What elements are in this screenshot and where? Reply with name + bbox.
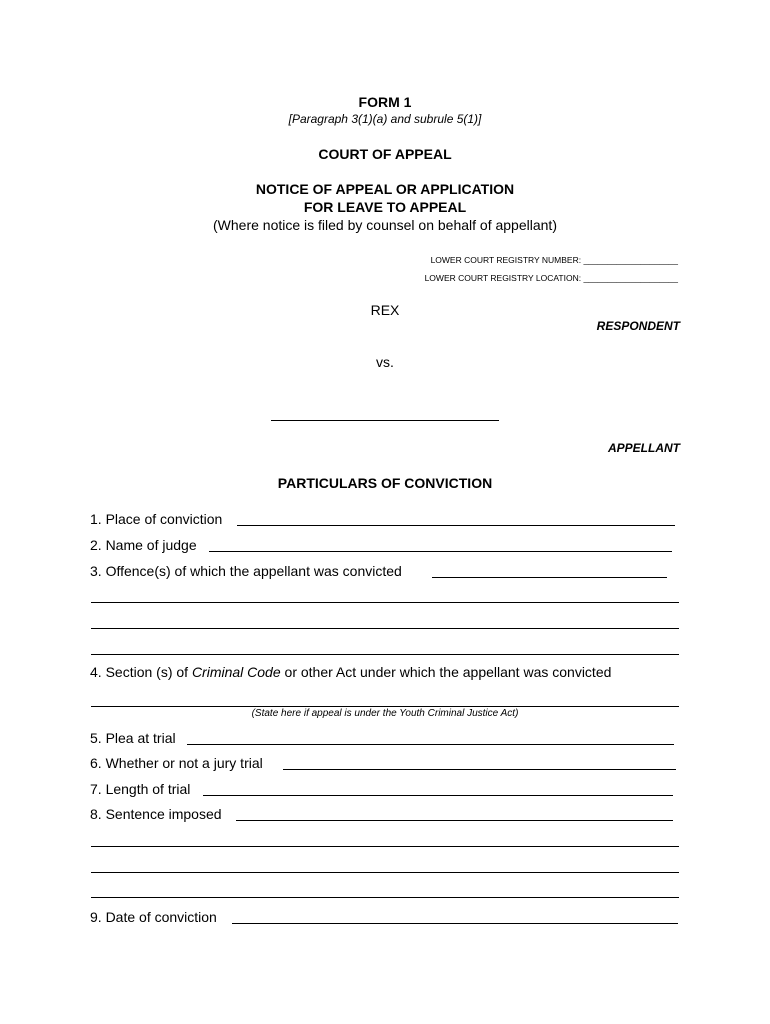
- sections-label-suffix: or other Act under which the appellant was convicted: [280, 664, 612, 680]
- sections-field[interactable]: [91, 706, 679, 707]
- offences-field-line2[interactable]: [91, 602, 679, 603]
- plea-at-trial-field[interactable]: [187, 744, 674, 745]
- court-name: COURT OF APPEAL: [318, 146, 452, 162]
- length-of-trial-field[interactable]: [203, 795, 673, 796]
- registry-number-row: [431, 255, 678, 265]
- date-of-conviction-field[interactable]: [232, 923, 678, 924]
- respondent-name: REX: [370, 302, 400, 318]
- registry-number-label: LOWER COURT REGISTRY NUMBER:: [430, 255, 582, 265]
- registry-location-field[interactable]: ____________________: [583, 273, 678, 283]
- appellant-role: APPELLANT: [608, 441, 680, 455]
- notice-title-line2: FOR LEAVE TO APPEAL: [303, 199, 467, 215]
- length-of-trial-label: 7. Length of trial: [90, 781, 191, 797]
- sections-label-prefix: 4. Section (s) of: [90, 664, 192, 680]
- name-of-judge-field[interactable]: [209, 551, 672, 552]
- sentence-imposed-field-line4[interactable]: [91, 897, 679, 898]
- sentence-imposed-label: 8. Sentence imposed: [90, 806, 222, 822]
- respondent-role: RESPONDENT: [596, 319, 680, 333]
- place-of-conviction-field[interactable]: [237, 525, 675, 526]
- youth-act-note: (State here if appeal is under the Youth Criminal Justice Act): [251, 708, 519, 719]
- offences-label: 3. Offence(s) of which the appellant was convicted: [90, 563, 402, 579]
- criminal-code-text: Criminal Code: [191, 664, 281, 680]
- jury-trial-field[interactable]: [283, 769, 676, 770]
- notice-title-line1: NOTICE OF APPEAL OR APPLICATION: [255, 181, 515, 197]
- particulars-heading: PARTICULARS OF CONVICTION: [277, 475, 493, 491]
- date-of-conviction-label: 9. Date of conviction: [90, 909, 217, 925]
- versus-label: vs.: [376, 354, 394, 370]
- jury-trial-label: 6. Whether or not a jury trial: [90, 755, 263, 771]
- registry-location-row: [425, 273, 678, 283]
- paragraph-reference: [Paragraph 3(1)(a) and subrule 5(1)]: [288, 112, 482, 126]
- offences-field-line3[interactable]: [91, 628, 679, 629]
- sentence-imposed-field-line3[interactable]: [91, 872, 679, 873]
- sentence-imposed-field-line2[interactable]: [91, 846, 679, 847]
- sentence-imposed-field[interactable]: [236, 820, 673, 821]
- offences-field[interactable]: [432, 577, 667, 578]
- registry-number-field[interactable]: ____________________: [583, 255, 678, 265]
- offences-field-line4[interactable]: [91, 654, 679, 655]
- appellant-name-field[interactable]: [271, 420, 499, 421]
- plea-at-trial-label: 5. Plea at trial: [90, 730, 176, 746]
- place-of-conviction-label: 1. Place of conviction: [90, 511, 223, 527]
- name-of-judge-label: 2. Name of judge: [90, 537, 197, 553]
- form-title: FORM 1: [358, 94, 412, 110]
- notice-note: (Where notice is filed by counsel on behalf of appellant): [213, 217, 557, 233]
- registry-location-label: LOWER COURT REGISTRY LOCATION:: [424, 273, 582, 283]
- sections-label: [90, 664, 611, 680]
